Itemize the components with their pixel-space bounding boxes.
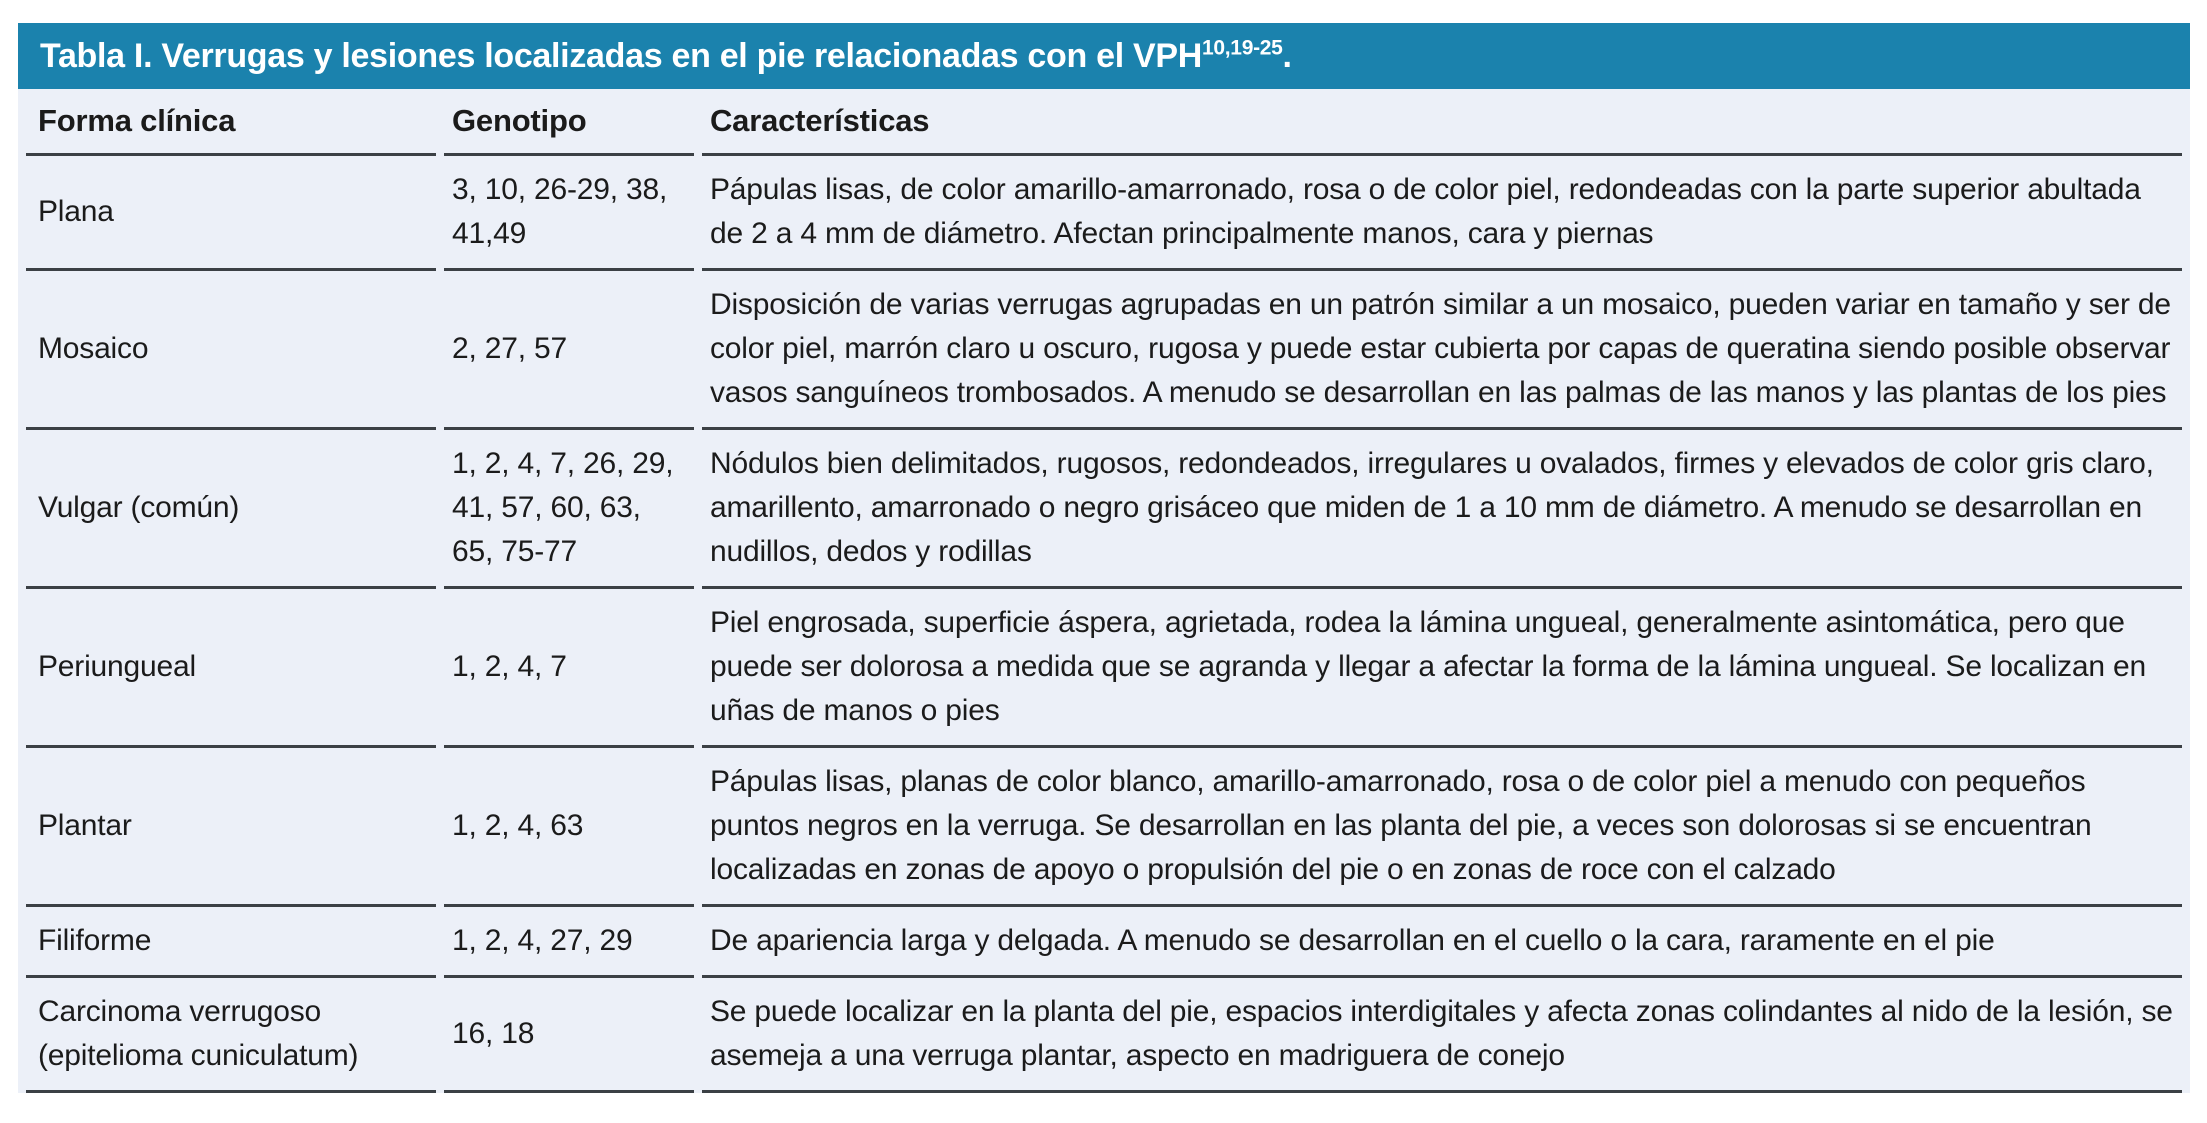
cell-forma-clinica: Vulgar (común) [26,430,436,589]
column-header-caracteristicas: Características [702,89,2182,156]
cell-forma-clinica: Mosaico [26,271,436,430]
table-row [26,748,2182,907]
cell-forma-clinica: Plantar [26,748,436,907]
table-body [26,156,2182,1093]
header-row [26,89,2182,156]
cell-forma-clinica: Filiforme [26,907,436,978]
cell-caracteristicas: Piel engrosada, superficie áspera, agrietada, rodea la lámina ungueal, generalmente asintomática, pero que puede ser dolorosa a medida que se agranda y llegar a afectar la forma de la lámina ungueal. Se localizan en uñas de manos o pies [702,589,2182,748]
cell-caracteristicas: Se puede localizar en la planta del pie, espacios interdigitales y afecta zonas colindantes al nido de la lesión, se asemeja a una verruga plantar, aspecto en madriguera de conejo [702,978,2182,1093]
cell-caracteristicas: Pápulas lisas, planas de color blanco, amarillo-amarronado, rosa o de color piel a menudo con pequeños puntos negros en la verruga. Se desarrollan en las planta del pie, a veces son dolorosas si se encuentran localizadas en zonas de apoyo o propulsión del pie o en zonas de roce con el calzado [702,748,2182,907]
table-row [26,907,2182,978]
cell-genotipo: 1, 2, 4, 63 [444,748,694,907]
table-title-citation-superscript: 10,19-25 [1202,36,1283,60]
table-title-bar [18,23,2190,89]
cell-genotipo: 1, 2, 4, 7 [444,589,694,748]
table-row [26,156,2182,271]
cell-forma-clinica: Carcinoma verrugoso (epitelioma cuniculatum) [26,978,436,1093]
clinical-forms-table [18,89,2190,1093]
table-row [26,271,2182,430]
table-title-main: Tabla I. Verrugas y lesiones localizadas en el pie relacionadas con el VPH [40,36,1203,75]
table-container [18,23,2190,1093]
table-row [26,978,2182,1093]
cell-genotipo: 16, 18 [444,978,694,1093]
cell-caracteristicas: De apariencia larga y delgada. A menudo se desarrollan en el cuello o la cara, raramente en el pie [702,907,2182,978]
table-row [26,430,2182,589]
column-header-genotipo: Genotipo [444,89,694,156]
cell-genotipo: 2, 27, 57 [444,271,694,430]
cell-forma-clinica: Plana [26,156,436,271]
cell-caracteristicas: Nódulos bien delimitados, rugosos, redondeados, irregulares u ovalados, firmes y elevados de color gris claro, amarillento, amarronado o negro grisáceo que miden de 1 a 10 mm de diámetro. A menudo se desarrollan en nudillos, dedos y rodillas [702,430,2182,589]
column-header-forma-clinica: Forma clínica [26,89,436,156]
cell-genotipo: 1, 2, 4, 7, 26, 29, 41, 57, 60, 63, 65, 75-77 [444,430,694,589]
table-title [40,37,1292,76]
table-title-period: . [1282,36,1292,75]
table-header [26,89,2182,156]
cell-genotipo: 3, 10, 26-29, 38, 41,49 [444,156,694,271]
cell-forma-clinica: Periungueal [26,589,436,748]
cell-caracteristicas: Pápulas lisas, de color amarillo-amarronado, rosa o de color piel, redondeadas con la parte superior abultada de 2 a 4 mm de diámetro. Afectan principalmente manos, cara y piernas [702,156,2182,271]
table-row [26,589,2182,748]
cell-genotipo: 1, 2, 4, 27, 29 [444,907,694,978]
cell-caracteristicas: Disposición de varias verrugas agrupadas en un patrón similar a un mosaico, pueden variar en tamaño y ser de color piel, marrón claro u oscuro, rugosa y puede estar cubierta por capas de queratina siendo posible observar vasos sanguíneos trombosados. A menudo se desarrollan en las palmas de las manos y las plantas de los pies [702,271,2182,430]
